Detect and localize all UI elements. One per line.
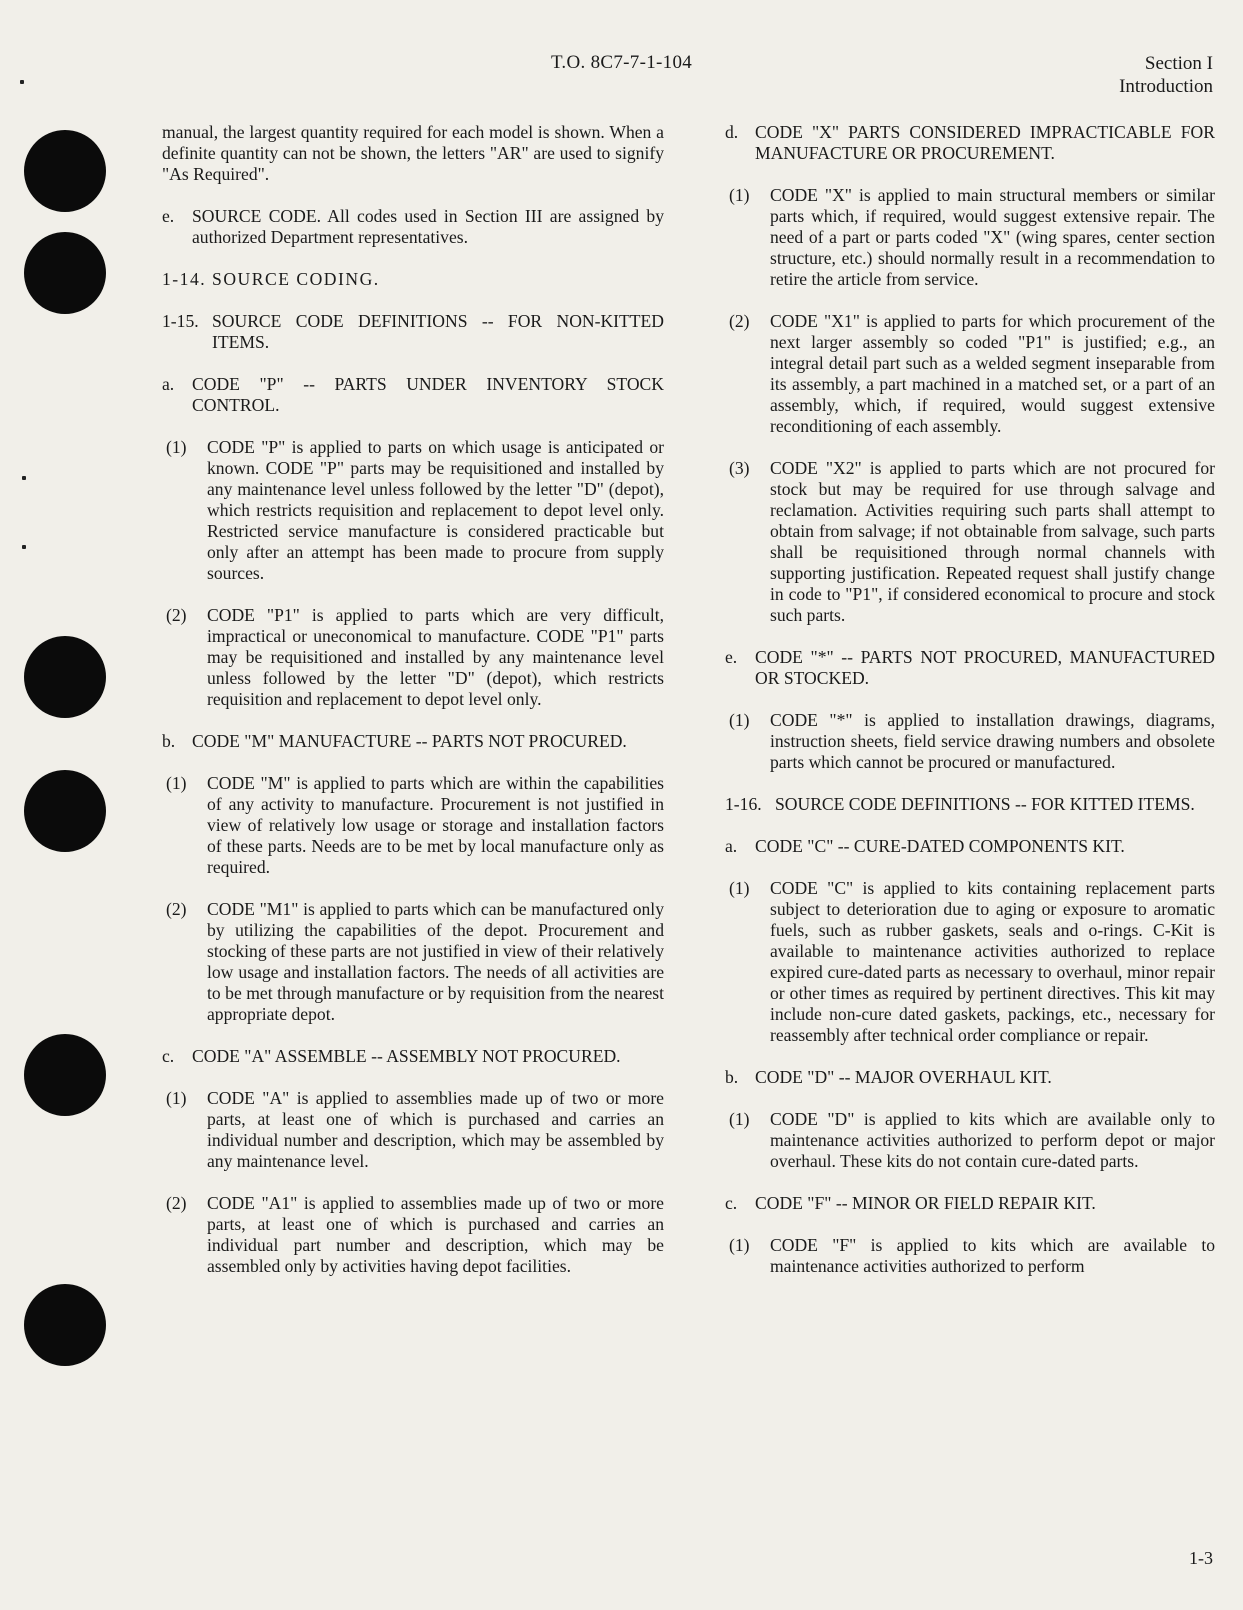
item-label: e.	[725, 647, 738, 667]
item-label: (2)	[166, 605, 187, 625]
item-label: (1)	[166, 1088, 187, 1108]
paragraph-p-2	[162, 605, 664, 710]
item-label: (2)	[166, 1193, 187, 1213]
paragraph-star-1	[725, 710, 1215, 773]
item-label: (2)	[166, 899, 187, 919]
heading-1-14: 1-14. SOURCE CODING.	[162, 269, 380, 289]
item-label: (1)	[166, 437, 187, 457]
binder-hole	[24, 130, 106, 212]
item-label: (1)	[729, 1109, 750, 1129]
heading-code-star	[725, 647, 1215, 689]
item-text: CODE "X" is applied to main structural members or similar parts which, if required, would suggest extensive repair. The need of a part or parts coded "X" (wing spares, center section structure, etc.) should normally result in a recommendation to retire the article from service.	[770, 185, 1215, 289]
right-column	[725, 122, 1215, 1298]
paragraph-continued: manual, the largest quantity required for each model is shown. When a definite quantity can not be shown, the letters "AR" are used to signify "As Required".	[162, 122, 664, 184]
item-label: d.	[725, 122, 739, 142]
item-text: CODE "P" -- PARTS UNDER INVENTORY STOCK CONTROL.	[192, 374, 664, 415]
item-label: c.	[725, 1193, 738, 1213]
section-label: 1-16.	[725, 794, 762, 814]
item-text: CODE "M" MANUFACTURE -- PARTS NOT PROCURED.	[192, 731, 627, 751]
doc-number: T.O. 8C7-7-1-104	[550, 52, 693, 73]
heading-code-f	[725, 1193, 1215, 1214]
paragraph-m-1	[162, 773, 664, 878]
section-header	[1119, 52, 1213, 98]
binder-hole	[24, 232, 106, 314]
paragraph-a-2	[162, 1193, 664, 1277]
item-text: CODE "X2" is applied to parts which are not procured for stock but may be required for use through salvage and reclamation. Activities requiring such parts shall attempt to obtain from salvage; if not obtainable from salvage, such parts shall be requisitioned through normal channels with supporting justification. Repeated request shall justify change in code to "P1", if considered economical to procure and stock such parts.	[770, 458, 1215, 625]
item-text: CODE "A" is applied to assemblies made up of two or more parts, at least one of which is purchased and carries an individual number and description, which may be assembled by any maintenance level.	[207, 1088, 664, 1171]
paragraph-d-1	[725, 1109, 1215, 1172]
item-label: a.	[162, 374, 175, 394]
item-label: (1)	[166, 773, 187, 793]
speck	[22, 476, 26, 480]
item-text: SOURCE CODE. All codes used in Section III are assigned by authorized Department representatives.	[192, 206, 664, 247]
section-label: Section I	[1144, 53, 1213, 74]
item-text: CODE "P1" is applied to parts which are very difficult, impractical or uneconomical to manufacture. CODE "P1" parts may be requisitioned and installed by any maintenance level unless followed by the letter "D" (depot), which restricts requisition and replacement to depot level only.	[207, 605, 664, 709]
speck	[20, 80, 24, 84]
binder-hole	[24, 1284, 106, 1366]
section-label: 1-15.	[162, 311, 199, 331]
item-label: (2)	[729, 311, 750, 331]
heading-code-c	[725, 836, 1215, 857]
item-label: (1)	[729, 710, 750, 730]
item-label: (1)	[729, 185, 750, 205]
paragraph-c-1	[725, 878, 1215, 1046]
item-text: CODE "*" -- PARTS NOT PROCURED, MANUFACTURED OR STOCKED.	[755, 647, 1215, 688]
item-text: CODE "M" is applied to parts which are within the capabilities of any activity to manufacture. Procurement is not justified in view of relatively low usage or storage and installation factors of these parts. Needs are to be met by local manufacture only as required.	[207, 773, 664, 877]
paragraph-m-2	[162, 899, 664, 1025]
binder-hole	[24, 770, 106, 852]
item-label: b.	[725, 1067, 739, 1087]
item-text: CODE "C" -- CURE-DATED COMPONENTS KIT.	[755, 836, 1125, 856]
item-label: a.	[725, 836, 738, 856]
item-text: CODE "X1" is applied to parts for which procurement of the next larger assembly so coded "P1" is justified; e.g., an integral detail part such as a welded segment inseparable from its assembly, a part machined in a matched set, or a part of an assembly, which, if required, would suggest extensive reconditioning of each assembly.	[770, 311, 1215, 436]
heading-code-d	[725, 1067, 1215, 1088]
item-label: (1)	[729, 878, 750, 898]
item-text: CODE "M1" is applied to parts which can be manufactured only by utilizing the capabilities of the depot. Procurement and stocking of these parts are not justified in view of their relatively low usage and installation factors. The needs of all activities are to be met through manufacture or by requisition from the nearest appropriate depot.	[207, 899, 664, 1024]
item-text: CODE "X" PARTS CONSIDERED IMPRACTICABLE FOR MANUFACTURE OR PROCUREMENT.	[755, 122, 1215, 163]
item-label: e.	[162, 206, 175, 226]
heading-code-m	[162, 731, 664, 752]
item-text: CODE "F" -- MINOR OR FIELD REPAIR KIT.	[755, 1193, 1096, 1213]
item-text: CODE "D" is applied to kits which are available only to maintenance activities authorized to perform depot or major overhaul. These kits do not contain cure-dated parts.	[770, 1109, 1215, 1171]
paragraph-x-3	[725, 458, 1215, 626]
binder-hole	[24, 636, 106, 718]
section-text: SOURCE CODE DEFINITIONS -- FOR NON-KITTED ITEMS.	[212, 311, 664, 352]
item-text: CODE "F" is applied to kits which are available to maintenance activities authorized to perform	[770, 1235, 1215, 1276]
heading-code-x	[725, 122, 1215, 164]
item-label: (1)	[729, 1235, 750, 1255]
item-text: CODE "*" is applied to installation drawings, diagrams, instruction sheets, field service drawing numbers and obsolete parts which cannot be procured or manufactured.	[770, 710, 1215, 772]
heading-1-16	[725, 794, 1215, 815]
paragraph-f-1	[725, 1235, 1215, 1277]
paragraph-p-1	[162, 437, 664, 584]
item-text: CODE "A1" is applied to assemblies made up of two or more parts, at least one of which is purchased and carries an individual part number and description, which may be assembled only by activities having depot facilities.	[207, 1193, 664, 1276]
paragraph-e-source-code	[162, 206, 664, 248]
item-text: CODE "C" is applied to kits containing replacement parts subject to deterioration due to aging or exposure to aromatic fuels, such as rubber gaskets, seals and o-rings. C-Kit is available to maintenance activities authorized to replace expired cure-dated parts as necessary to overhaul, minor repair or other times as required by pertinent directives. This kit may include non-cure dated gaskets, packings, etc., necessary for reassembly after technical order compliance or repair.	[770, 878, 1215, 1045]
item-text: CODE "P" is applied to parts on which usage is anticipated or known. CODE "P" parts may be requisitioned and installed by any maintenance level unless followed by the letter "D" (depot), which restricts requisition and replacement to depot level only. Restricted service manufacture is considered practicable but only after an attempt has been made to procure from supply sources.	[207, 437, 664, 583]
item-label: (3)	[729, 458, 750, 478]
speck	[22, 545, 26, 549]
heading-1-15	[162, 311, 664, 353]
heading-code-p	[162, 374, 664, 416]
left-column	[162, 122, 664, 1298]
item-text: CODE "A" ASSEMBLE -- ASSEMBLY NOT PROCURED.	[192, 1046, 621, 1066]
paragraph-a-1	[162, 1088, 664, 1172]
section-title: Introduction	[1119, 76, 1213, 97]
item-label: c.	[162, 1046, 175, 1066]
item-label: b.	[162, 731, 176, 751]
heading-code-a	[162, 1046, 664, 1067]
paragraph-x-1	[725, 185, 1215, 290]
paragraph-x-2	[725, 311, 1215, 437]
page-number: 1-3	[1189, 1548, 1213, 1568]
item-text: CODE "D" -- MAJOR OVERHAUL KIT.	[755, 1067, 1052, 1087]
section-text: SOURCE CODE DEFINITIONS -- FOR KITTED ITEMS.	[775, 794, 1195, 814]
binder-hole	[24, 1034, 106, 1116]
